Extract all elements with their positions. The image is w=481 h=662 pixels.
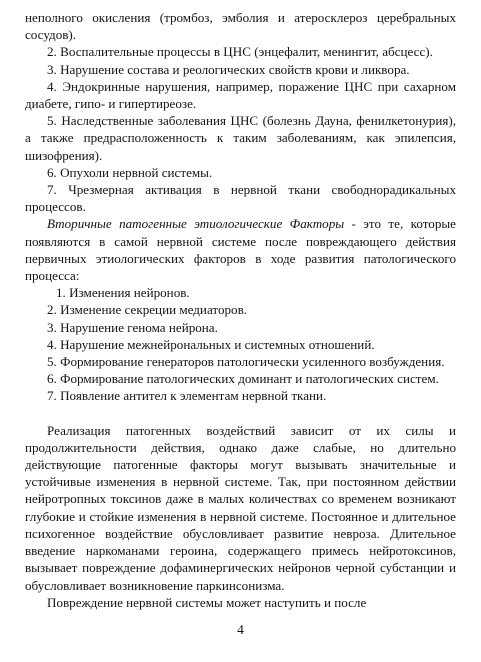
list-item: 4. Эндокринные нарушения, например, поражение ЦНС при сахарном диабете, гипо- и гипертиреозе.: [25, 78, 456, 112]
list-item-continuation: неполного окисления (тромбоз, эмболия и атеросклероз церебральных сосудов).: [25, 10, 456, 43]
list-item: 6. Формирование патологических доминант и патологических систем.: [47, 371, 439, 387]
page-number: 4: [237, 622, 244, 637]
list-item: 1. Изменения нейронов.: [56, 285, 190, 301]
body-paragraph: Реализация патогенных воздействий зависит от их силы и продолжительности действия, однако даже слабые, но длительно действующие патогенные факторы могут вызывать значительные и устойчивые изменения в нервной системе. Так, при постоянном действии нейротропных токсинов даже в малых количествах со временем возникают глубокие и стойкие изменения в нервной системе. Постоянное и длительное психогенное воздействие обусловливает развитие невроза. Длительное введение наркоманами героина, содержащего примесь нейротоксинов, вызывает повреждение дофаминергических нейронов черной субстанции и обусловливает возникновение паркинсонизма.: [25, 422, 456, 593]
list-item: 7. Появление антител к элементам нервной ткани.: [47, 388, 327, 404]
list-item: 2. Изменение секреции медиаторов.: [47, 302, 248, 318]
secondary-factors-definition: - это те, которые появляются в самой нервной системе после повреждающего действия первичных этиологических факторов в ходе развития патологического процесса:: [25, 216, 456, 284]
list-item: 5. Наследственные заболевания ЦНС (болезнь Дауна, фенилкетонурия), а также предрасположенность к таким заболеваниям, как эпилепсия, шизофрения).: [25, 113, 456, 163]
body-paragraph: Повреждение нервной системы может наступить и после: [47, 594, 367, 610]
document-page: [25, 9, 456, 611]
list-item: 4. Нарушение межнейрональных и системных отношений.: [47, 336, 375, 352]
list-item: 3. Нарушение генома нейрона.: [47, 319, 218, 335]
list-item: 7. Чрезмерная активация в нервной ткани свободнорадикальных процессов.: [25, 182, 456, 215]
list-item: 2. Воспалительные процессы в ЦНС (энцефалит, менингит, абсцесс).: [47, 44, 433, 60]
paragraph-gap: [25, 405, 456, 422]
list-item: 3. Нарушение состава и реологических свойств крови и ликвора.: [47, 61, 410, 77]
list-item: 5. Формирование генераторов патологически усиленного возбуждения.: [47, 354, 445, 370]
secondary-factors-term: Вторичные патогенные этиологические Факторы: [47, 216, 345, 232]
list-item: 6. Опухоли нервной системы.: [47, 164, 213, 180]
secondary-factors-paragraph: [25, 215, 456, 284]
